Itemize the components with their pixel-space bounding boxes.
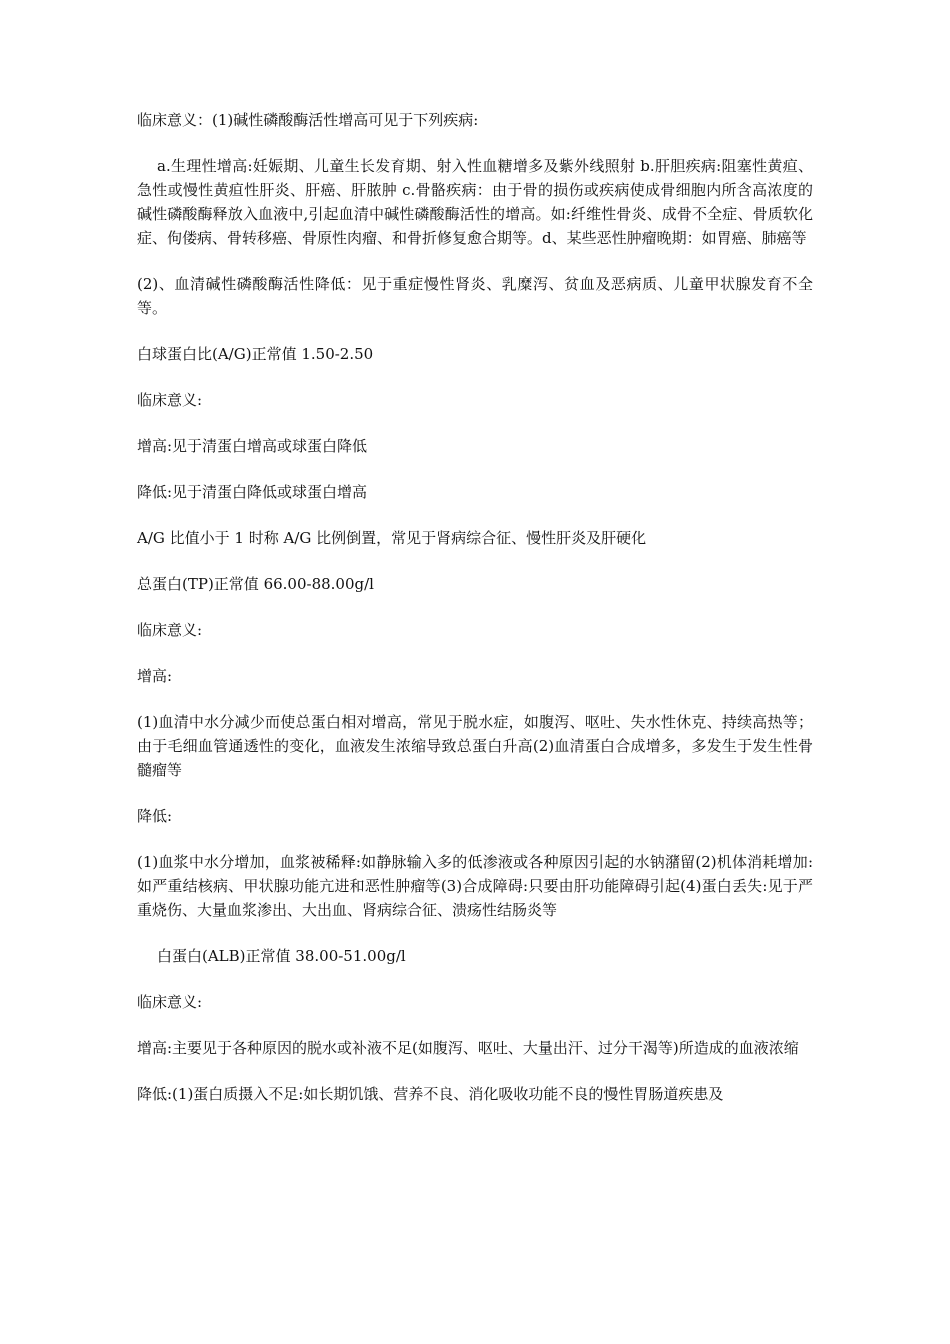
document-page: [137, 108, 813, 1128]
paragraph-ag-meaning: 临床意义:: [137, 391, 203, 409]
paragraph-ag-increase: 增高:见于清蛋白增高或球蛋白降低: [137, 437, 368, 455]
paragraph-alp-causes: a.生理性增高:妊娠期、儿童生长发育期、射入性血糖增多及紫外线照射 b.肝胆疾病:阻塞性黄疸、急性或慢性黄疸性肝炎、肝癌、肝脓肿 c.骨骼疾病：由于骨的损伤或疾病使成骨细胞内所含高浓度的碱性磷酸酶释放入血液中,引起血清中碱性磷酸酶活性的增高。如:纤维性骨炎、成骨不全症、骨质软化症、佝偻病、骨转移癌、骨原性肉瘤、和骨折修复愈合期等。d、某些恶性肿瘤晚期：如胃癌、肺癌等: [137, 157, 813, 247]
paragraph-tp-decrease-detail: (1)血浆中水分增加，血浆被稀释:如静脉输入多的低渗液或各种原因引起的水钠潴留(2)机体消耗增加:如严重结核病、甲状腺功能亢进和恶性肿瘤等(3)合成障碍:只要由肝功能障碍引起(4)蛋白丢失:见于严重烧伤、大量血浆渗出、大出血、肾病综合征、溃疡性结肠炎等: [137, 853, 813, 919]
paragraph-tp-increase-detail: (1)血清中水分减少而使总蛋白相对增高，常见于脱水症，如腹泻、呕吐、失水性休克、持续高热等；由于毛细血管通透性的变化，血液发生浓缩导致总蛋白升高(2)血清蛋白合成增多，多发生于发生性骨髓瘤等: [137, 713, 813, 779]
paragraph-alp-intro: 临床意义：(1)碱性磷酸酶活性增高可见于下列疾病:: [137, 111, 479, 129]
paragraph-ag-inversion: A/G 比值小于 1 时称 A/G 比例倒置，常见于肾病综合征、慢性肝炎及肝硬化: [137, 529, 647, 547]
paragraph-ag-decrease: 降低:见于清蛋白降低或球蛋白增高: [137, 483, 368, 501]
paragraph-alb-meaning: 临床意义:: [137, 993, 203, 1011]
paragraph-tp-normal: 总蛋白(TP)正常值 66.00-88.00g/l: [137, 575, 374, 593]
paragraph-alb-normal: 白蛋白(ALB)正常值 38.00-51.00g/l: [157, 947, 406, 965]
paragraph-alp-decrease: (2)、血清碱性磷酸酶活性降低：见于重症慢性肾炎、乳糜泻、贫血及恶病质、儿童甲状腺发育不全等。: [137, 275, 813, 317]
paragraph-tp-meaning: 临床意义:: [137, 621, 203, 639]
paragraph-alb-decrease: 降低:(1)蛋白质摄入不足:如长期饥饿、营养不良、消化吸收功能不良的慢性胃肠道疾患及: [137, 1085, 724, 1103]
paragraph-ag-normal: 白球蛋白比(A/G)正常值 1.50-2.50: [137, 345, 374, 363]
paragraph-alb-increase: 增高:主要见于各种原因的脱水或补液不足(如腹泻、呕吐、大量出汗、过分干渴等)所造成的血液浓缩: [137, 1039, 799, 1057]
paragraph-tp-decrease-heading: 降低:: [137, 807, 173, 825]
paragraph-tp-increase-heading: 增高:: [137, 667, 173, 685]
